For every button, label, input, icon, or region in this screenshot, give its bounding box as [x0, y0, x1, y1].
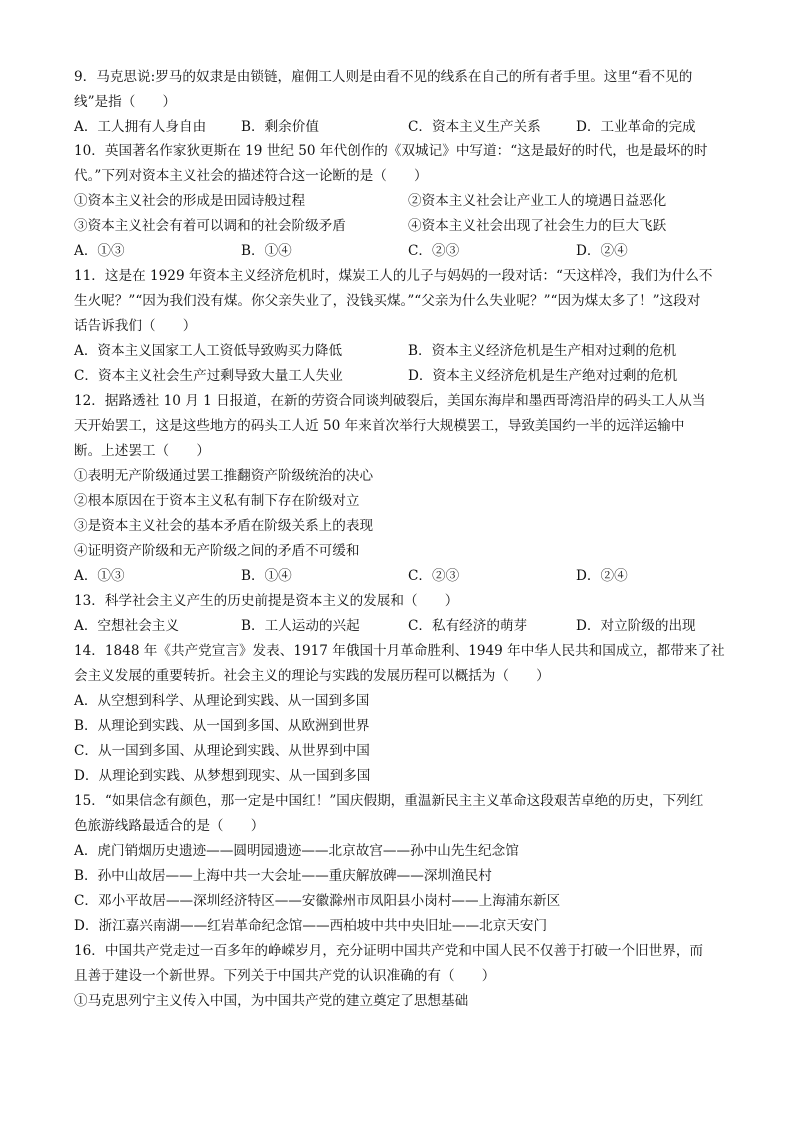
q11-option-c: C．资本主义社会生产过剩导致大量工人失业	[74, 368, 343, 384]
q11-option-b: B．资本主义经济危机是生产相对过剩的危机	[408, 343, 677, 359]
q9-option-b: B．剩余价值	[241, 119, 319, 135]
q10-statement-3: ③资本主义社会有着可以调和的社会阶级矛盾	[74, 218, 346, 234]
q16-stem-line-1: 16．中国共产党走过一百多年的峥嵘岁月，充分证明中国共产党和中国人民不仅善于打破一个旧世界，而	[74, 943, 704, 959]
q15-option-b: B．孙中山故居——上海中共一大会址——重庆解放碑——深圳渔民村	[74, 868, 492, 884]
q12-stem-line-1: 12．据路透社 10 月 1 日报道，在新的劳资合同谈判破裂后，美国东海岸和墨西哥湾沿岸的码头工人从当	[74, 393, 706, 409]
q12-option-d: D．②④	[576, 568, 628, 584]
q10-statement-1: ①资本主义社会的形成是田园诗般过程	[74, 193, 306, 209]
q11-stem-line-1: 11．这是在 1929 年资本主义经济危机时，煤炭工人的儿子与妈妈的一段对话：“天这样冷，我们为什么不	[74, 268, 713, 284]
q10-stem-line-1: 10．英国著名作家狄更斯在 19 世纪 50 年代创作的《双城记》中写道：“这是最好的时代，也是最坏的时	[74, 143, 708, 159]
q14-option-a: A．从空想到科学、从理论到实践、从一国到多国	[74, 693, 370, 709]
q12-option-a: A．①③	[74, 568, 125, 584]
q11-stem-line-2: 生火呢？”“因为我们没有煤。你父亲失业了，没钱买煤。”“父亲为什么失业呢？”“因为煤太多了！”这段对	[74, 293, 701, 309]
q12-stem-line-2: 天开始罢工，这是这些地方的码头工人近 50 年来首次举行大规模罢工，导致美国约一半的远洋运输中	[74, 418, 685, 434]
q15-option-d: D．浙江嘉兴南湖——红岩革命纪念馆——西柏坡中共中央旧址——北京天安门	[74, 918, 548, 934]
q13-option-b: B．工人运动的兴起	[241, 618, 360, 634]
q14-stem-line-2: 会主义发展的重要转折。社会主义的理论与实践的发展历程可以概括为（ ）	[74, 668, 550, 684]
q12-statement-4: ④证明资产阶级和无产阶级之间的矛盾不可缓和	[74, 543, 360, 559]
q12-option-c: C．②③	[408, 568, 460, 584]
q14-option-d: D．从理论到实践、从梦想到现实、从一国到多国	[74, 768, 371, 784]
q14-option-c: C．从一国到多国、从理论到实践、从世界到中国	[74, 743, 370, 759]
q15-stem-line-1: 15．“如果信念有颜色，那一定是中国红！”国庆假期，重温新民主主义革命这段艰苦卓绝的历史，下列红	[74, 793, 704, 809]
q10-option-d: D．②④	[576, 243, 628, 259]
q10-option-a: A．①③	[74, 243, 125, 259]
q9-stem-line-1: 9．马克思说:罗马的奴隶是由锁链，雇佣工人则是由看不见的线系在自己的所有者手里。这里“看不见的	[74, 69, 693, 85]
q12-statement-2: ②根本原因在于资本主义私有制下存在阶级对立	[74, 493, 360, 509]
q13-stem-line-1: 13．科学社会主义产生的历史前提是资本主义的发展和（ ）	[74, 593, 459, 609]
q11-option-a: A．资本主义国家工人工资低导致购买力降低	[74, 343, 343, 359]
q13-option-a: A．空想社会主义	[74, 618, 179, 634]
q16-stem-line-2: 且善于建设一个新世界。下列关于中国共产党的认识准确的有（ ）	[74, 968, 496, 984]
q14-option-b: B．从理论到实践、从一国到多国、从欧洲到世界	[74, 718, 370, 734]
q10-option-c: C．②③	[408, 243, 460, 259]
q13-option-d: D．对立阶级的出现	[576, 618, 696, 634]
q12-option-b: B．①④	[241, 568, 292, 584]
q10-statement-4: ④资本主义社会出现了社会生力的巨大飞跃	[408, 218, 667, 234]
q12-statement-3: ③是资本主义社会的基本矛盾在阶级关系上的表现	[74, 518, 374, 534]
q14-stem-line-1: 14．1848 年《共产党宣言》发表、1917 年俄国十月革命胜利、1949 年中华人民共和国成立，都带来了社	[74, 643, 725, 659]
q9-option-d: D．工业革命的完成	[576, 119, 696, 135]
q9-stem-line-2: 线”是指（ ）	[74, 94, 177, 110]
q15-option-c: C．邓小平故居——深圳经济特区——安徽滁州市凤阳县小岗村——上海浦东新区	[74, 893, 561, 909]
q12-statement-1: ①表明无产阶级通过罢工推翻资产阶级统治的决心	[74, 468, 374, 484]
q16-statement-1: ①马克思列宁主义传入中国，为中国共产党的建立奠定了思想基础	[74, 993, 469, 1009]
q11-option-d: D．资本主义经济危机是生产绝对过剩的危机	[408, 368, 678, 384]
q12-stem-line-3: 断。上述罢工（ ）	[74, 443, 210, 459]
q9-option-a: A．工人拥有人身自由	[74, 119, 207, 135]
q10-option-b: B．①④	[241, 243, 292, 259]
q10-statement-2: ②资本主义社会让产业工人的境遇日益恶化	[408, 193, 667, 209]
q9-option-c: C．资本主义生产关系	[408, 119, 541, 135]
q13-option-c: C．私有经济的萌芽	[408, 618, 528, 634]
q15-stem-line-2: 色旅游线路最适合的是（ ）	[74, 818, 265, 834]
q11-stem-line-3: 话告诉我们（ ）	[74, 318, 197, 334]
q15-option-a: A．虎门销烟历史遗迹——圆明园遗迹——北京故宫——孙中山先生纪念馆	[74, 843, 519, 859]
q10-stem-line-2: 代。”下列对资本主义社会的描述符合这一论断的是（ ）	[74, 168, 428, 184]
